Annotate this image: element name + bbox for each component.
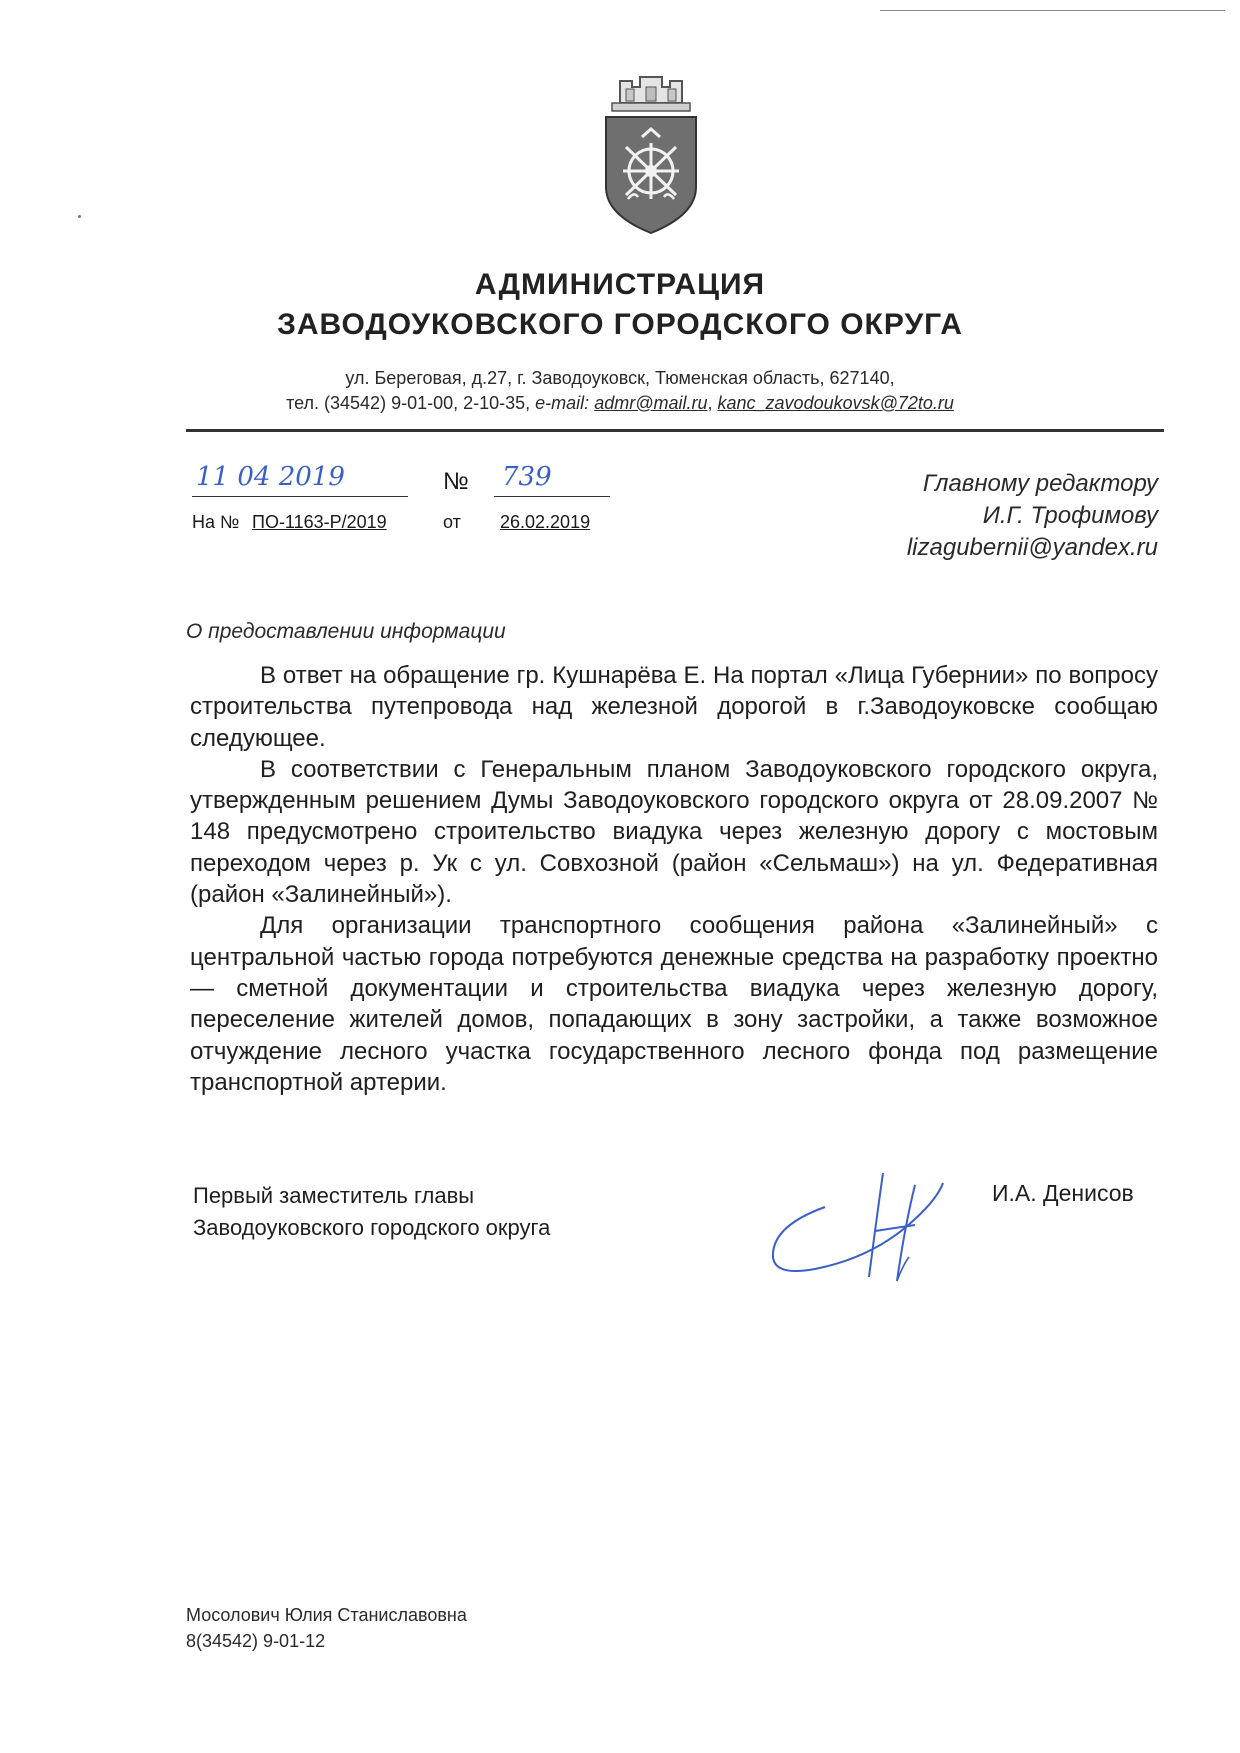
handwritten-signature-icon — [765, 1165, 965, 1285]
signatory-title-line2: Заводоуковского городского округа — [193, 1215, 551, 1240]
scan-edge-line — [880, 10, 1225, 11]
header-rule — [186, 429, 1164, 432]
org-contacts: тел. (34542) 9-01-00, 2-10-35, e-mail: admr@mail.ru, kanc_zavodoukovsk@72to.ru — [286, 393, 954, 413]
outgoing-number-handwritten: 739 — [502, 462, 552, 492]
email-label: e-mail: — [535, 393, 590, 413]
executor-phone: 8(34542) 9-01-12 — [186, 1631, 326, 1651]
coat-of-arms-icon — [598, 75, 704, 235]
date-underline — [192, 496, 408, 497]
reference-label: На № — [192, 512, 240, 532]
letter-body — [190, 660, 1158, 1098]
email-link-admr[interactable]: admr@mail.ru — [594, 393, 708, 413]
body-paragraph-3: Для организации транспортного сообщения района «Залинейный» с центральной частью города потребуются денежные средства на разработку проектно — сметной документации и строительства виадука через железную дорогу, переселение жителей домов, попадающих в зону застройки, а также возможное отчуждение лесного участка государственного лесного фонда под размещение транспортной артерии. — [190, 912, 1158, 1096]
reference-number: ПО-1163-Р/2019 — [252, 512, 387, 532]
recipient-position: Главному редактору — [922, 470, 1158, 497]
executor-info — [186, 1602, 467, 1654]
body-paragraph-1: В ответ на обращение гр. Кушнарёва Е. На портал «Лица Губернии» по вопросу строительства путепровода над железной дорогой в г.Заводоуковске сообщаю следующее. — [190, 662, 1158, 752]
org-title-line1: АДМИНИСТРАЦИЯ — [474, 268, 766, 301]
recipient-name: И.Г. Трофимову — [982, 502, 1158, 529]
number-underline — [494, 496, 610, 497]
letter-subject: О предоставлении информации — [186, 620, 506, 643]
number-sign: № — [443, 468, 469, 495]
signatory-title — [193, 1180, 550, 1244]
reference-from-label: от — [443, 512, 461, 532]
scan-speck — [78, 215, 81, 218]
org-phone: тел. (34542) 9-01-00, 2-10-35, — [286, 393, 531, 413]
executor-name: Мосолович Юлия Станиславовна — [186, 1605, 467, 1625]
outgoing-date-handwritten: 11 04 2019 — [196, 462, 345, 492]
email-link-kanc[interactable]: kanc_zavodoukovsk@72to.ru — [717, 393, 954, 413]
recipient-email: lizagubernii@yandex.ru — [906, 534, 1158, 561]
org-address: ул. Береговая, д.27, г. Заводоуковск, Тюменская область, 627140, — [345, 368, 895, 388]
signatory-name: И.А. Денисов — [992, 1180, 1134, 1206]
body-paragraph-2: В соответствии с Генеральным планом Заводоуковского городского округа, утвержденным решением Думы Заводоуковского городского округа от 28.09.2007 № 148 предусмотрено строительство виадука через железную дорогу с мостовым переходом через р. Ук с ул. Совхозной (район «Сельмаш») на ул. Федеративная (район «Залинейный»). — [190, 755, 1158, 909]
org-title-line2: ЗАВОДОУКОВСКОГО ГОРОДСКОГО ОКРУГА — [277, 308, 963, 341]
reference-date: 26.02.2019 — [500, 512, 591, 532]
signatory-title-line1: Первый заместитель главы — [193, 1183, 475, 1208]
